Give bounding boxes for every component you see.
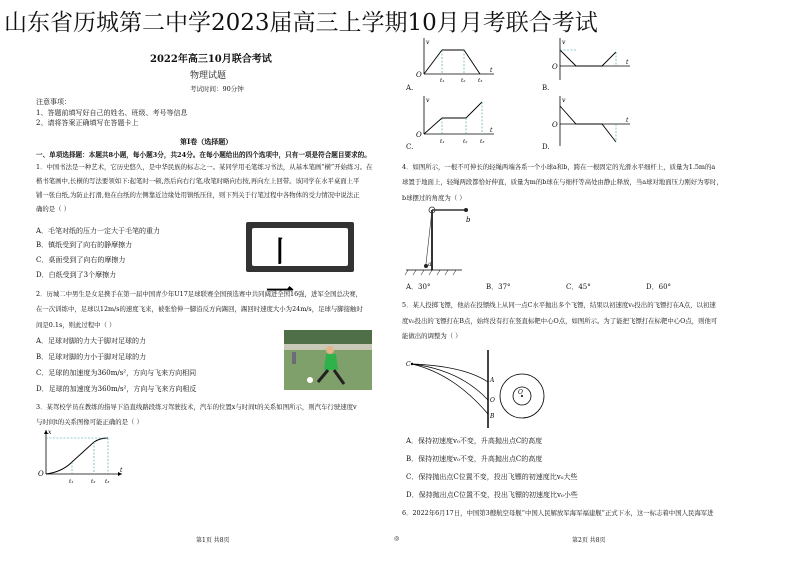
graph-d-origin-label: O <box>552 121 558 129</box>
graph-b-t-label: t <box>626 59 629 66</box>
notes-heading: 注意事项： <box>36 98 71 106</box>
graph-c-t3-label: t₃ <box>480 139 485 145</box>
q3-option-b-graph <box>552 36 632 84</box>
brush-characters: 丨 一 <box>266 235 311 308</box>
q3-axis-t-label: t <box>120 467 123 474</box>
q3-origin-label: O <box>38 470 44 478</box>
exam-title: 2022年高三10月联合考试 <box>150 54 272 65</box>
graph-d-option-label: D. <box>542 143 550 151</box>
q2-line-1: 2．历城二中男生是女足携手在第一届中国青少年U17足球联赛全国预选赛中共同阔进全国16强，进军全国总决赛， <box>36 290 363 298</box>
q6-line-1: 6．2022年6月17日，中国第3艘航空母舰“中国人民解放军海军福建舰”正式下水，这一标志着中国人民海军进 <box>402 509 714 517</box>
graph-d-t-label: t <box>626 117 629 124</box>
q2-option-d: D．足球的加速度为360m/s²，方向与飞来方向相反 <box>36 385 197 393</box>
q3-option-a-graph <box>416 36 496 84</box>
footer-page-right: 第2页 共8页 <box>572 537 606 544</box>
q2-option-b: B．足球对脚的力小于脚对足球的力 <box>36 353 147 361</box>
q3-line-2: 与时间t的关系图像可能正确的是（ ） <box>36 418 143 426</box>
section-1-heading: 一、单项选择题：本题共8小题，每小题3分，共24分。在每小题给出的四个选项中，只有一项是符合题目要求的。 <box>36 151 371 159</box>
graph-a-t3-label: t₃ <box>478 78 483 84</box>
part-1-heading: 第I卷（选择题） <box>180 137 233 146</box>
q2-option-a: A．足球对脚的力大于脚对足球的力 <box>36 337 147 345</box>
q3-t2-label: t₂ <box>91 479 96 485</box>
q1-option-d: D．白纸受到了3个摩擦力 <box>36 271 117 279</box>
q5-point-o-label: O <box>490 397 495 404</box>
graph-a-t-label: t <box>490 67 493 74</box>
q5-dart-figure <box>404 344 554 434</box>
page-banner: 山东省历城第二中学2023届高三上学期10月月考联合考试 <box>4 10 598 36</box>
graph-c-t-label: t <box>490 127 493 134</box>
q3-t3-label: t₃ <box>105 479 110 485</box>
graph-c-option-label: C. <box>406 143 414 151</box>
q5-point-a-label: A <box>490 377 495 384</box>
note-1: 1、答题前填写好自己的姓名、班级、考号等信息 <box>36 109 188 117</box>
q3-xt-graph <box>36 428 126 490</box>
footer-page-left: 第1页 共8页 <box>196 537 230 544</box>
q5-point-b-label: B <box>490 413 495 420</box>
q5-option-c: C．保持抛出点C位置不变，投出飞镖的初速度比v₀大些 <box>406 473 578 481</box>
subject-title: 物理试题 <box>190 71 227 81</box>
q1-line-1: 1．中国书法是一种艺术，它历史悠久，是中华民族的标志之一。某同学用毛笔练习书法，从基本笔画“横”开始练习。在 <box>36 163 373 171</box>
brush-stroke-image <box>246 222 354 308</box>
q2-line-2: 在一次训练中，足球以12m/s的速度飞来，被张恰伸一脚沿反方向踢回，踢回时速度大小为24m/s，足球与脚接触时 <box>36 305 363 313</box>
q5-option-d: D．保持抛出点C位置不变，投出飞镖的初速度比v₀小些 <box>406 491 578 499</box>
q5-option-b: B．保持初速度v₀不变，升高抛出点C的高度 <box>406 455 543 463</box>
soccer-photo <box>284 330 372 390</box>
q4-line-1: 4．如图所示，一根不可伸长的轻绳两端各系一个小球a和b，跨在一根固定的光滑水平细杆上，质量为1.5m的a <box>402 163 716 171</box>
footer-center-mark: ◎ <box>394 535 400 542</box>
q4-ball-a-label: a <box>428 261 432 268</box>
graph-c-t1-label: t₁ <box>440 139 445 145</box>
q4-option-b: B．37° <box>486 283 511 291</box>
q4-ball-b-label: b <box>466 216 471 224</box>
q3-option-d-graph <box>552 94 632 150</box>
q3-option-c-graph <box>416 94 496 146</box>
q5-target-center-label: O <box>518 389 523 396</box>
graph-a-t2-label: t₂ <box>461 78 466 84</box>
q1-option-a: A．毛笔对纸的压力一定大于毛笔的重力 <box>36 227 161 235</box>
q3-line-1: 3．某驾校学员在教练的指导下沿直线路段练习驾驶技术，汽车的位置x与时间t的关系如图所示，则汽车行驶速度v <box>36 403 357 411</box>
q3-t1-label: t₁ <box>69 479 74 485</box>
graph-c-t2-label: t₂ <box>463 139 468 145</box>
q1-option-c: C．桌面受到了向右的摩擦力 <box>36 256 126 264</box>
graph-c-origin-label: O <box>416 131 422 139</box>
q3-axis-x-label: x <box>48 429 52 436</box>
graph-b-option-label: B. <box>542 84 550 92</box>
q5-line-2: 度v₀投出的飞镖打在B点，始终没有打在竖直标靶中心O点，如图所示。为了能把飞镖打在标靶中心O点，则他可 <box>402 317 718 325</box>
q5-line-3: 能做出的调整为（ ） <box>402 332 462 340</box>
graph-a-v-label: v <box>426 39 430 46</box>
exam-time: 考试时间：90分钟 <box>190 85 244 93</box>
q4-line-2: 球置于地面上，轻绳两段都恰好伸直，质量为m的b球在与细杆等高处由静止释放，当a球对地面压力刚好为零时， <box>402 178 723 186</box>
q5-point-c-label: C <box>406 361 411 368</box>
note-2: 2、请将答案正确填写在答题卡上 <box>36 119 139 127</box>
q2-line-3: 间是0.1s，则此过程中（ ） <box>36 321 116 329</box>
q5-line-1: 5．某人投掷飞镖，他站在投镖线上从同一点C水平抛出多个飞镖，结果以初速度v₀投出的飞镖打在A点，以初速 <box>402 301 716 309</box>
q2-option-c: C．足球的加速度为360m/s²，方向与飞来方向相同 <box>36 369 197 377</box>
graph-c-v-label: v <box>426 97 430 104</box>
graph-a-origin-label: O <box>416 71 422 79</box>
q1-line-2: 楷书笔画中,长横的写法要领如下:起笔时一顿,然后向右行笔,收笔时略向右按,再向左上回带。该同学在水平桌面上平 <box>36 177 360 185</box>
q4-option-c: C．45° <box>566 283 591 291</box>
q1-option-b: B．镇纸受到了向右的静摩擦力 <box>36 241 133 249</box>
q4-pendulum-figure <box>404 202 486 278</box>
graph-b-origin-label: O <box>552 63 558 71</box>
graph-b-v-label: v <box>562 39 566 46</box>
q5-option-a: A．保持初速度v₀不变，升高抛出点C的高度 <box>406 437 543 445</box>
graph-a-t1-label: t₁ <box>440 78 445 84</box>
q4-line-3: b球摆过的角度为（ ） <box>402 194 466 202</box>
graph-a-option-label: A. <box>406 84 414 92</box>
graph-d-v-label: v <box>562 97 566 104</box>
q4-option-a: A．30° <box>406 283 431 291</box>
q4-option-d: D．60° <box>646 283 672 291</box>
q1-line-3: 铺一张白纸,为防止打滑,他在白纸的左侧靠近边缘处用镇纸压住，则下列关于行笔过程中各物体的受力情况中说法正 <box>36 191 360 199</box>
q1-line-4: 确的是（ ） <box>36 205 70 213</box>
